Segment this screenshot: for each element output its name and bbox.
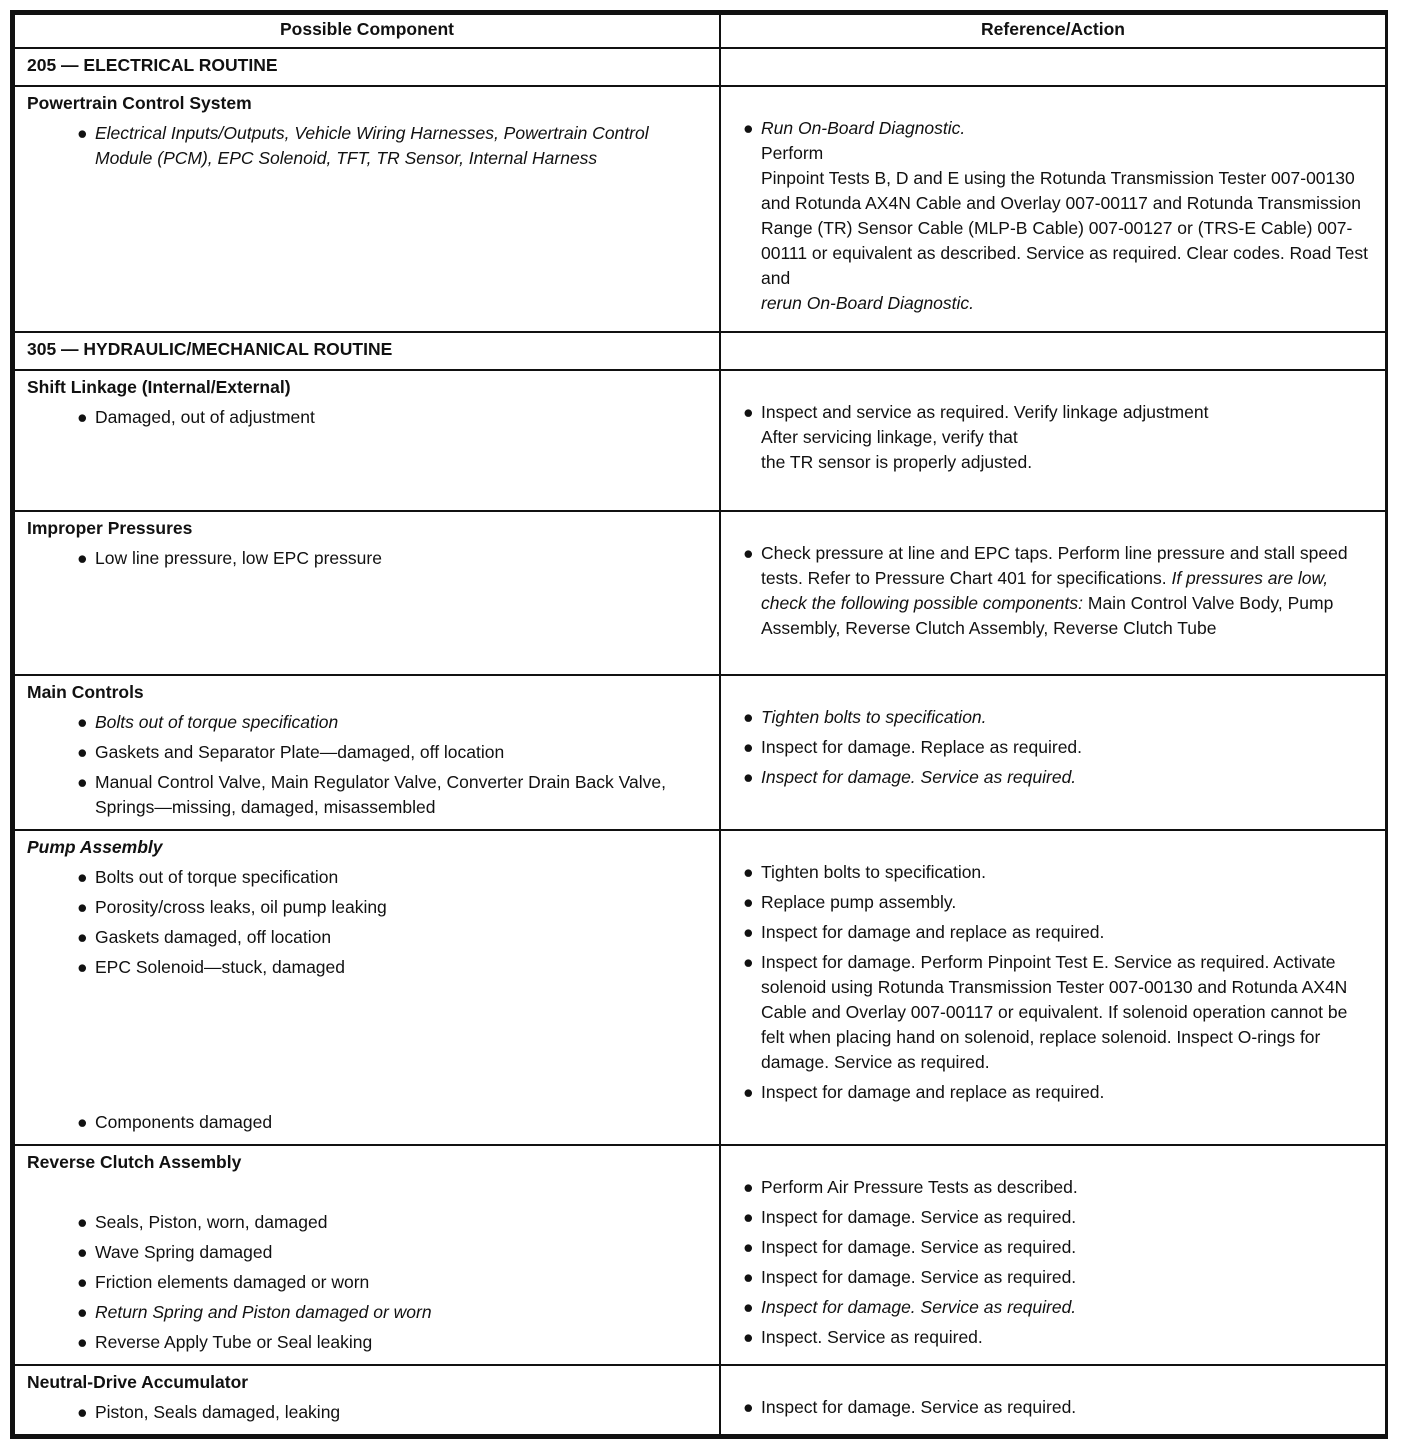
table-row: [14, 511, 1386, 675]
list-item: [27, 1400, 709, 1425]
routine-empty-cell: [720, 48, 1386, 86]
diagnosis-table-sheet: [10, 10, 1388, 1439]
action-cell: [720, 830, 1386, 1145]
bullet-icon: ●: [77, 123, 88, 143]
action-text: Inspect for damage. Service as required.: [761, 1267, 1077, 1287]
bullet-icon: ●: [743, 1297, 754, 1317]
action-item: [733, 1205, 1375, 1230]
bullet-icon: ●: [77, 867, 88, 887]
action-item: [733, 1235, 1375, 1260]
bullet-icon: ●: [743, 952, 754, 972]
routine-title-hydraulic: 305 — HYDRAULIC/MECHANICAL ROUTINE: [14, 332, 720, 370]
item-text: Low line pressure, low EPC pressure: [95, 548, 382, 568]
action-item: [733, 116, 1375, 316]
bullet-icon: ●: [743, 118, 754, 138]
component-cell: [14, 1365, 720, 1435]
bullet-icon: ●: [77, 1402, 88, 1422]
action-text: Perform Air Pressure Tests as described.: [761, 1177, 1078, 1197]
action-text: After servicing linkage, verify that: [761, 427, 1018, 447]
action-text: If pressures are low, check the following possible components:: [761, 568, 1329, 613]
action-cell: [720, 1365, 1386, 1435]
action-text: Check pressure at line and EPC taps. Perform line pressure and stall speed tests. Refer to Pressure Chart 401 for specifications.: [761, 543, 1348, 588]
component-cell: [14, 675, 720, 830]
action-cell: [720, 511, 1386, 675]
table-row: [14, 830, 1386, 1145]
action-text: Inspect for damage. Replace as required.: [761, 737, 1083, 757]
action-text: Tighten bolts to specification.: [761, 862, 987, 882]
bullet-icon: ●: [743, 737, 754, 757]
list-item: [27, 955, 709, 1105]
action-item: [733, 860, 1375, 885]
bullet-icon: ●: [743, 1267, 754, 1287]
list-item: [27, 1210, 709, 1235]
item-text: Porosity/cross leaks, oil pump leaking: [95, 897, 387, 917]
list-item: [27, 895, 709, 920]
bullet-icon: ●: [743, 862, 754, 882]
table-header-row: [14, 14, 1386, 48]
header-possible-component: Possible Component: [14, 14, 720, 48]
bullet-icon: ●: [743, 402, 754, 422]
action-text: Inspect and service as required. Verify linkage adjustment: [761, 402, 1209, 422]
action-item: [733, 735, 1375, 760]
action-text: Inspect for damage and replace as required.: [761, 1082, 1105, 1102]
component-cell: [14, 370, 720, 511]
bullet-icon: ●: [743, 1207, 754, 1227]
action-item: [733, 950, 1375, 1075]
routine-row-electrical: [14, 48, 1386, 86]
action-text: Main Control Valve Body, Pump Assembly, Reverse Clutch Assembly, Reverse Clutch Tube: [761, 593, 1334, 638]
action-item: [733, 920, 1375, 945]
list-item: [27, 1240, 709, 1265]
action-text: Inspect for damage. Service as required.: [761, 1207, 1077, 1227]
action-item: [733, 400, 1375, 475]
item-text: Damaged, out of adjustment: [95, 407, 315, 427]
action-text: Inspect for damage. Service as required.: [761, 1237, 1077, 1257]
component-cell: [14, 1145, 720, 1365]
routine-empty-cell: [720, 332, 1386, 370]
list-item: [27, 405, 709, 430]
action-text: Run On-Board Diagnostic.: [761, 118, 966, 138]
bullet-icon: ●: [77, 927, 88, 947]
action-cell: [720, 370, 1386, 511]
action-item: [733, 890, 1375, 915]
action-text: Inspect for damage. Perform Pinpoint Test E. Service as required. Activate solenoid using Rotunda Transmission Tester 007-00130 and Rotunda AX4N Cable and Overlay 007-00117 or equivalent. If solenoid operation cannot be felt when placing hand on solenoid, replace solenoid. Inspect O-rings for damage. Service as required.: [761, 952, 1348, 1072]
group-title-reverse-clutch: Reverse Clutch Assembly: [27, 1152, 242, 1172]
bullet-icon: ●: [743, 1177, 754, 1197]
item-text: Gaskets damaged, off location: [95, 927, 332, 947]
group-title-improper-pressures: Improper Pressures: [27, 518, 193, 538]
item-text: EPC Solenoid—stuck, damaged: [95, 957, 345, 977]
bullet-icon: ●: [743, 922, 754, 942]
action-item: [733, 1395, 1375, 1420]
bullet-icon: ●: [743, 543, 754, 563]
action-text: Inspect. Service as required.: [761, 1327, 983, 1347]
item-text: Wave Spring damaged: [95, 1242, 273, 1262]
component-cell: [14, 86, 720, 332]
action-cell: [720, 86, 1386, 332]
table-row: [14, 1145, 1386, 1365]
item-text: Return Spring and Piston damaged or worn: [95, 1302, 432, 1322]
group-title-pump-assembly: Pump Assembly: [27, 837, 163, 857]
action-item: [733, 1325, 1375, 1350]
bullet-icon: ●: [77, 1332, 88, 1352]
bullet-icon: ●: [77, 1212, 88, 1232]
item-text: Bolts out of torque specification: [95, 712, 339, 732]
list-item: [27, 1270, 709, 1295]
item-text: Friction elements damaged or worn: [95, 1272, 370, 1292]
group-title-shift-linkage: Shift Linkage (Internal/External): [27, 377, 291, 397]
action-text: the TR sensor is properly adjusted.: [761, 452, 1033, 472]
action-item: [733, 1265, 1375, 1290]
table-row: [14, 1365, 1386, 1435]
bullet-icon: ●: [77, 897, 88, 917]
list-item: [27, 925, 709, 950]
bullet-icon: ●: [77, 548, 88, 568]
list-item: [27, 865, 709, 890]
bullet-icon: ●: [743, 892, 754, 912]
action-text: rerun On-Board Diagnostic.: [761, 293, 975, 313]
bullet-icon: ●: [77, 1242, 88, 1262]
item-text: Seals, Piston, worn, damaged: [95, 1212, 328, 1232]
bullet-icon: ●: [77, 1272, 88, 1292]
item-text: Manual Control Valve, Main Regulator Valve, Converter Drain Back Valve, Springs—missing, damaged, misassembled: [95, 772, 666, 817]
action-item: [733, 1295, 1375, 1320]
header-reference-action: Reference/Action: [720, 14, 1386, 48]
action-item: [733, 1080, 1375, 1105]
list-item: [27, 546, 709, 571]
list-item: [27, 1110, 709, 1135]
bullet-icon: ●: [743, 1327, 754, 1347]
action-text: Tighten bolts to specification.: [761, 707, 987, 727]
component-cell: [14, 511, 720, 675]
bullet-icon: ●: [743, 767, 754, 787]
list-item: [27, 1300, 709, 1325]
action-text: Pinpoint Tests B, D and E using the Rotunda Transmission Tester 007-00130 and Rotunda AX4N Cable and Overlay 007-00117 and Rotunda Transmission Range (TR) Sensor Cable (MLP-B Cable) 007-00127 or (TRS-E Cable) 007-00111 or equivalent as described. Service as required. Clear codes. Road Test and: [761, 168, 1369, 288]
list-item: [27, 1330, 709, 1355]
item-text: Reverse Apply Tube or Seal leaking: [95, 1332, 373, 1352]
bullet-icon: ●: [743, 1237, 754, 1257]
action-item: [733, 541, 1375, 641]
item-text: Electrical Inputs/Outputs, Vehicle Wiring Harnesses, Powertrain Control Module (PCM), EPC Solenoid, TFT, TR Sensor, Internal Harness: [95, 123, 649, 168]
group-title-main-controls: Main Controls: [27, 682, 144, 702]
component-cell: [14, 830, 720, 1145]
bullet-icon: ●: [743, 1082, 754, 1102]
group-title-powertrain: Powertrain Control System: [27, 93, 252, 113]
group-title-neutral-drive: Neutral-Drive Accumulator: [27, 1372, 249, 1392]
bullet-icon: ●: [77, 772, 88, 792]
table-row: [14, 370, 1386, 511]
action-text: Replace pump assembly.: [761, 892, 957, 912]
item-text: Piston, Seals damaged, leaking: [95, 1402, 341, 1422]
bullet-icon: ●: [77, 712, 88, 732]
action-text: Inspect for damage. Service as required.: [761, 1397, 1077, 1417]
routine-row-hydraulic: [14, 332, 1386, 370]
bullet-icon: ●: [743, 707, 754, 727]
action-text: Inspect for damage. Service as required.: [761, 1297, 1077, 1317]
list-item: [27, 770, 709, 820]
bullet-icon: ●: [77, 957, 88, 977]
list-item: [27, 121, 709, 171]
action-text: Inspect for damage. Service as required.: [761, 767, 1077, 787]
item-text: Bolts out of torque specification: [95, 867, 339, 887]
routine-title-electrical: 205 — ELECTRICAL ROUTINE: [14, 48, 720, 86]
item-text: Components damaged: [95, 1112, 273, 1132]
action-item: [733, 765, 1375, 790]
bullet-icon: ●: [77, 1302, 88, 1322]
action-cell: [720, 675, 1386, 830]
action-item: [733, 705, 1375, 730]
action-text: Inspect for damage and replace as required.: [761, 922, 1105, 942]
action-text: Perform: [761, 143, 824, 163]
bullet-icon: ●: [743, 1397, 754, 1417]
table-row: [14, 86, 1386, 332]
action-item: [733, 1175, 1375, 1200]
bullet-icon: ●: [77, 1112, 88, 1132]
item-text: Gaskets and Separator Plate—damaged, off location: [95, 742, 505, 762]
table-row: [14, 675, 1386, 830]
bullet-icon: ●: [77, 742, 88, 762]
action-cell: [720, 1145, 1386, 1365]
bullet-icon: ●: [77, 407, 88, 427]
diagnosis-table: [13, 13, 1387, 1436]
list-item: [27, 740, 709, 765]
list-item: [27, 710, 709, 735]
